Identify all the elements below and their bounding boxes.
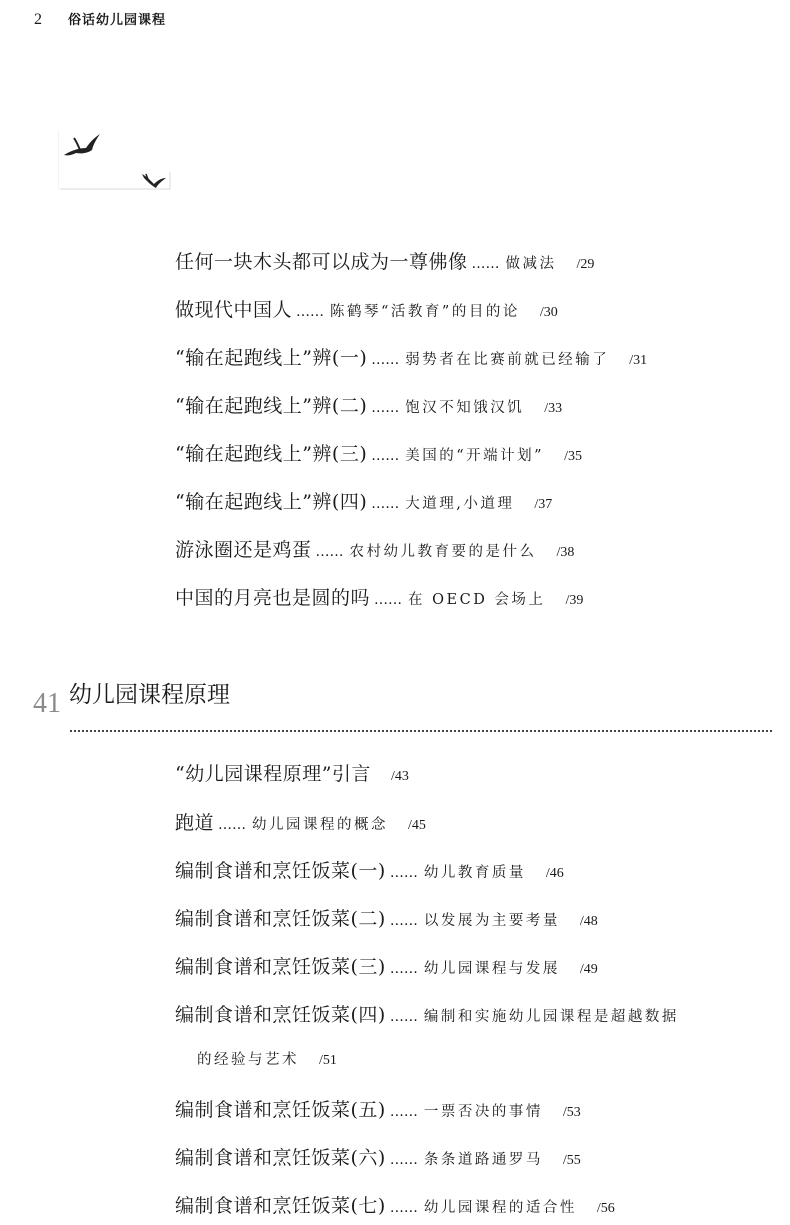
entry-subtitle: 大道理,小道理 bbox=[405, 496, 515, 512]
entry-subtitle: 幼儿园课程的适合性 bbox=[423, 1200, 577, 1216]
entry-title: “输在起跑线上”辨(一) bbox=[175, 347, 368, 369]
entry-subtitle: 陈鹤琴“活教育”的目的论 bbox=[330, 304, 520, 320]
section-heading[interactable] bbox=[33, 682, 230, 720]
entry-title: “输在起跑线上”辨(三) bbox=[175, 443, 368, 465]
toc-entry[interactable] bbox=[175, 1143, 581, 1170]
entry-page: /45 bbox=[408, 818, 426, 833]
entry-leader: …… bbox=[389, 865, 418, 881]
section-title: 幼儿园课程原理 bbox=[69, 682, 230, 708]
entry-title: 中国的月亮也是圆的吗 bbox=[175, 587, 371, 609]
entry-page: /39 bbox=[565, 593, 584, 608]
entry-subtitle: 幼儿园课程与发展 bbox=[423, 961, 560, 977]
entry-title: 编制食谱和烹饪饭菜(六) bbox=[175, 1147, 386, 1169]
entry-subtitle: 一票否决的事情 bbox=[423, 1104, 543, 1120]
toc-entry[interactable] bbox=[175, 487, 552, 514]
entry-subtitle: 美国的“开端计划” bbox=[405, 448, 545, 464]
toc-entry[interactable] bbox=[175, 1000, 679, 1027]
swallows-illustration bbox=[58, 128, 172, 190]
entry-subtitle: 的经验与艺术 bbox=[197, 1052, 299, 1068]
entry-title: 编制食谱和烹饪饭菜(一) bbox=[175, 860, 386, 882]
entry-subtitle: 条条道路通罗马 bbox=[423, 1152, 543, 1168]
toc-entry[interactable] bbox=[175, 952, 598, 979]
entry-subtitle: 弱势者在比赛前就已经输了 bbox=[405, 352, 610, 368]
entry-title: 跑道 bbox=[175, 812, 215, 834]
entry-page: /33 bbox=[544, 401, 563, 416]
entry-subtitle: 在 OECD 会场上 bbox=[408, 592, 546, 608]
entry-leader: …… bbox=[371, 400, 400, 416]
entry-leader: …… bbox=[315, 544, 344, 560]
entry-subtitle: 幼儿园课程的概念 bbox=[252, 817, 389, 833]
entry-title: 编制食谱和烹饪饭菜(三) bbox=[175, 956, 386, 978]
entry-leader: …… bbox=[371, 352, 400, 368]
entry-leader: …… bbox=[471, 256, 500, 272]
entry-page: /51 bbox=[319, 1053, 337, 1068]
entry-leader: …… bbox=[389, 913, 418, 929]
toc-entry[interactable] bbox=[175, 343, 647, 370]
entry-title: 编制食谱和烹饪饭菜(五) bbox=[175, 1099, 386, 1121]
toc-entry[interactable] bbox=[175, 535, 574, 562]
running-title: 俗话幼儿园课程 bbox=[68, 13, 167, 28]
page-number: 2 bbox=[34, 11, 42, 28]
toc-entry[interactable] bbox=[175, 439, 582, 466]
toc-entry[interactable] bbox=[175, 1191, 615, 1218]
entry-title: “输在起跑线上”辨(四) bbox=[175, 491, 368, 513]
entry-title: 编制食谱和烹饪饭菜(四) bbox=[175, 1004, 386, 1026]
entry-page: /29 bbox=[576, 257, 595, 272]
entry-subtitle: 编制和实施幼儿园课程是超越数据 bbox=[423, 1009, 679, 1025]
entry-page: /46 bbox=[545, 866, 564, 881]
entry-title: 编制食谱和烹饪饭菜(七) bbox=[175, 1195, 386, 1217]
entry-leader: …… bbox=[374, 592, 403, 608]
entry-leader: …… bbox=[371, 496, 400, 512]
entry-subtitle: 饱汉不知饿汉饥 bbox=[405, 400, 525, 416]
entry-page: /43 bbox=[390, 769, 409, 784]
toc-entry[interactable] bbox=[175, 583, 583, 610]
entry-subtitle: 做减法 bbox=[505, 256, 557, 272]
entry-leader: …… bbox=[389, 1152, 418, 1168]
entry-subtitle: 幼儿教育质量 bbox=[423, 865, 526, 881]
entry-leader: …… bbox=[389, 961, 418, 977]
entry-page: /30 bbox=[539, 305, 558, 320]
entry-page: /35 bbox=[564, 449, 582, 464]
entry-subtitle: 农村幼儿教育要的是什么 bbox=[349, 544, 537, 560]
entry-leader: …… bbox=[218, 817, 247, 833]
entry-title: 做现代中国人 bbox=[175, 299, 293, 321]
toc-entry-continuation[interactable] bbox=[197, 1048, 337, 1069]
toc-entry[interactable] bbox=[175, 1095, 581, 1122]
toc-entry[interactable] bbox=[175, 391, 562, 418]
entry-page: /37 bbox=[534, 497, 553, 512]
entry-title: “幼儿园课程原理”引言 bbox=[175, 763, 371, 785]
section-page-number: 41 bbox=[33, 688, 61, 719]
entry-page: /48 bbox=[579, 914, 598, 929]
section-dotted-rule bbox=[70, 730, 772, 732]
entry-leader: …… bbox=[389, 1009, 418, 1025]
entry-page: /38 bbox=[556, 545, 575, 560]
entry-leader: …… bbox=[389, 1200, 418, 1216]
entry-title: 编制食谱和烹饪饭菜(二) bbox=[175, 908, 386, 930]
toc-entry[interactable] bbox=[175, 808, 426, 835]
entry-page: /31 bbox=[629, 353, 648, 368]
entry-page: /53 bbox=[562, 1105, 581, 1120]
entry-title: 任何一块木头都可以成为一尊佛像 bbox=[175, 251, 468, 273]
entry-page: /55 bbox=[562, 1153, 581, 1168]
toc-entry[interactable] bbox=[175, 759, 409, 786]
toc-entry[interactable] bbox=[175, 904, 598, 931]
entry-title: “输在起跑线上”辨(二) bbox=[175, 395, 368, 417]
toc-entry[interactable] bbox=[175, 247, 594, 274]
entry-page: /56 bbox=[596, 1201, 615, 1216]
entry-leader: …… bbox=[389, 1104, 418, 1120]
toc-entry[interactable] bbox=[175, 856, 564, 883]
entry-leader: …… bbox=[371, 448, 400, 464]
entry-title: 游泳圈还是鸡蛋 bbox=[175, 539, 312, 561]
entry-subtitle: 以发展为主要考量 bbox=[423, 913, 560, 929]
page-header bbox=[34, 9, 166, 29]
entry-page: /49 bbox=[579, 962, 598, 977]
toc-entry[interactable] bbox=[175, 295, 558, 322]
entry-leader: …… bbox=[296, 304, 325, 320]
